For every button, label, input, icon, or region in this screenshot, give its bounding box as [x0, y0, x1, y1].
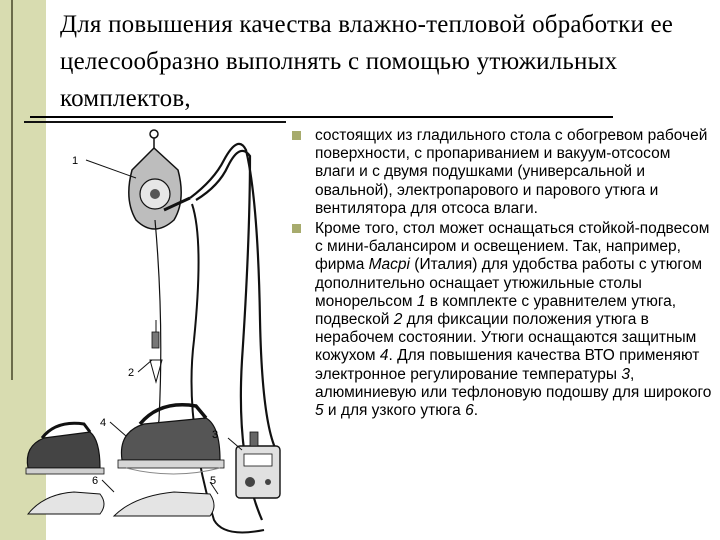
figure-label-4: 4 [100, 417, 107, 429]
figure-label-1: 1 [72, 155, 79, 167]
bullet-item [290, 220, 712, 420]
italic-ref: 6 [465, 402, 474, 420]
left-accent-line [11, 0, 13, 380]
ironing-kit-illustration [14, 120, 286, 538]
italic-ref: 5 [315, 402, 324, 420]
figure-label-5: 5 [210, 475, 217, 487]
text-segment: . [473, 402, 479, 420]
title-divider [30, 116, 613, 118]
hook-ring [150, 130, 158, 138]
soleplate-wide [28, 492, 104, 514]
iron-small [27, 432, 100, 468]
italic-ref: 1 [416, 292, 426, 310]
text-segment: . Для повышения качества ВТО применяют электронное регулирование температуры [315, 347, 700, 383]
bullet-text [315, 220, 711, 419]
text-segment: , алюминиевую или тефлоновую подошву для широкого [315, 365, 712, 401]
italic-ref: 3 [621, 365, 630, 383]
slide-content [290, 127, 712, 422]
text-segment: в комплекте с уравнителем утюга, подвеской [315, 292, 677, 329]
hanger [152, 332, 159, 348]
bullet-item [290, 127, 712, 218]
italic-ref: 2 [393, 311, 403, 329]
italic-ref: Macpi [368, 256, 410, 274]
italic-ref: 4 [379, 347, 389, 365]
text-segment: для фиксации положения утюга в нерабочем состоянии. Утюги оснащаются защитным кожухом [315, 311, 697, 365]
iron-main [121, 418, 220, 460]
bullet-square-icon [292, 224, 301, 233]
text-segment: и для узкого утюга [323, 402, 466, 420]
bullet-square-icon [292, 131, 301, 140]
slide-title: Для повышения качества влажно-тепловой обработки ее целесообразно выполнять с помощью утюжильных комплектов, [60, 11, 674, 112]
figure-label-6: 6 [92, 475, 99, 487]
soleplate-narrow [114, 492, 214, 516]
figure-label-2: 2 [128, 367, 135, 379]
text-segment: Кроме того, стол может оснащаться стойкой-подвесом с мини-балансиром и освещением. Так, например, фирма [315, 220, 710, 274]
figure-label-3: 3 [212, 429, 219, 441]
text-segment: (Италия) для удобства работы с утюгом дополнительно оснащает утюжильные столы монорельсом [315, 256, 702, 310]
power-cable-a [190, 144, 276, 450]
bullet-text: состоящих из гладильного стола с обогревом рабочей поверхности, с пропариванием и вакуум-отсосом влаги и с двумя подушками (универсальной и овальной), электропарового и парового утюга и вентилятора для отсоса влаги. [315, 127, 708, 217]
